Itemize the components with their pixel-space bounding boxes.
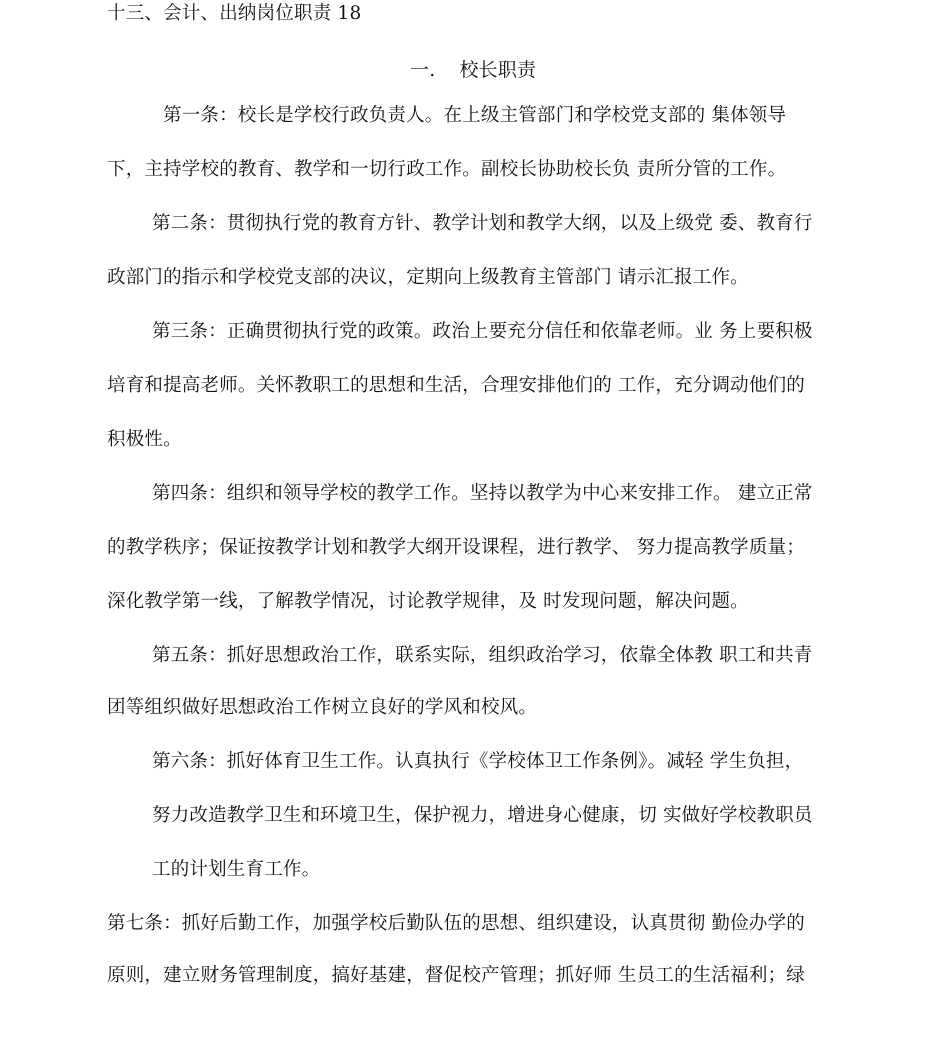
article-6-line-3: 工的计划生育工作。 — [152, 859, 321, 880]
article-6-line-2: 努力改造教学卫生和环境卫生，保护视力，增进身心健康，切 实做好学校教职员 — [152, 805, 813, 826]
article-4-line-2: 的教学秩序；保证按教学计划和教学大纲开设课程，进行教学、 努力提高教学质量； — [107, 537, 805, 558]
article-2-line-2: 政部门的指示和学校党支部的决议，定期向上级教育主管部门 请示汇报工作。 — [107, 267, 749, 288]
article-4-line-3: 深化教学第一线，了解教学情况，讨论教学规律，及 时发现问题，解决问题。 — [107, 591, 749, 612]
article-3-line-1: 第三条：正确贯彻执行党的政策。政治上要充分信任和依靠老师。业 务上要积极 — [152, 321, 813, 342]
article-5-line-2: 团等组织做好思想政治工作树立良好的学风和校风。 — [107, 697, 538, 718]
section-heading — [410, 57, 536, 83]
toc-entry: 十三、会计、出纳岗位职责 18 — [107, 3, 362, 24]
article-7-line-2: 原则，建立财务管理制度，搞好基建，督促校产管理；抓好师 生员工的生活福利；绿 — [107, 965, 805, 986]
article-3-line-2: 培育和提高老师。关怀教职工的思想和生活，合理安排他们的 工作，充分调动他们的 — [107, 375, 805, 396]
article-1-line-1: 第一条：校长是学校行政负责人。在上级主管部门和学校党支部的 集体领导 — [163, 105, 787, 126]
section-title: 校长职责 — [459, 59, 537, 81]
article-1-line-2: 下，主持学校的教育、教学和一切行政工作。副校长协助校长负 责所分管的工作。 — [107, 159, 787, 180]
article-5-line-1: 第五条：抓好思想政治工作，联系实际，组织政治学习，依靠全体教 职工和共青 — [152, 645, 813, 666]
article-4-line-1: 第四条：组织和领导学校的教学工作。坚持以教学为中心来安排工作。 建立正常 — [152, 483, 813, 504]
article-6-line-1: 第六条：抓好体育卫生工作。认真执行《学校体卫工作条例》。减轻 学生负担， — [152, 751, 804, 772]
article-7-line-1: 第七条：抓好后勤工作，加强学校后勤队伍的思想、组织建设，认真贯彻 勤俭办学的 — [107, 913, 805, 934]
section-number: 一. — [410, 59, 436, 81]
article-2-line-1: 第二条：贯彻执行党的教育方针、教学计划和教学大纲，以及上级党 委、教育行 — [152, 213, 813, 234]
article-3-line-3: 积极性。 — [107, 429, 182, 450]
